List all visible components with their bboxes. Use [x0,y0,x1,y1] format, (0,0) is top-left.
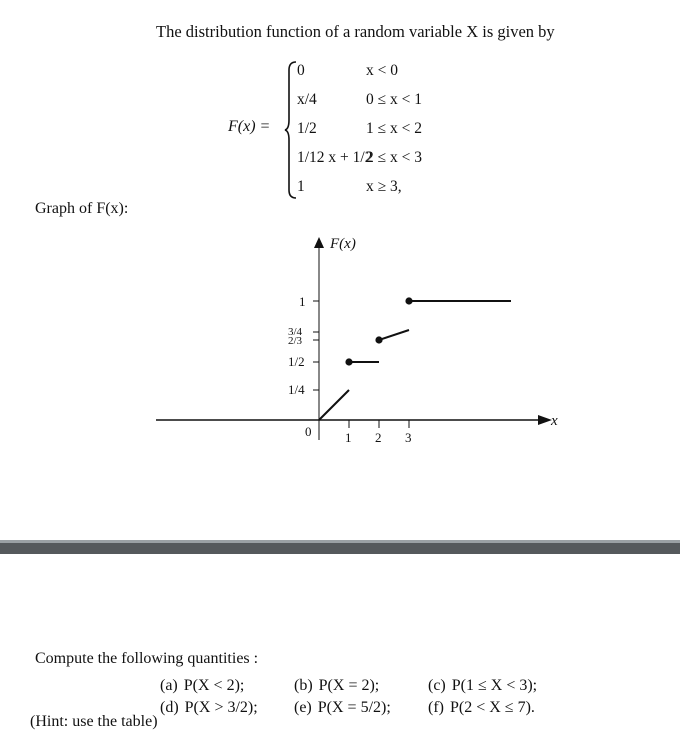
y-tick-1: 1 [299,294,306,309]
y-tick-3-4: 3/4 [288,326,303,338]
piecewise-cond-3: 2 ≤ x < 3 [366,149,422,166]
y-tick-1-4: 1/4 [288,382,305,397]
piecewise-lhs: F(x) = [228,118,271,135]
y-axis-label: F(x) [330,236,356,252]
piecewise-cond-0: x < 0 [366,62,398,79]
compute-label: Compute the following quantities : [35,650,259,667]
cdf-point-two-thirds [375,336,382,343]
x-axis-label: x [551,413,558,429]
hint-text: (Hint: use the table) [30,713,158,730]
piecewise-cond-2: 1 ≤ x < 2 [366,120,422,137]
x-tick-3: 3 [405,430,412,445]
list-item: (b) P(X = 2); [294,677,380,694]
list-item: (f) P(2 < X ≤ 7). [428,699,535,716]
piecewise-expr-0: 0 [297,62,305,79]
cdf-segment-linear [379,330,409,340]
graph-label: Graph of F(x): [35,200,129,217]
piecewise-expr-3: 1/12 x + 1/2 [297,149,373,166]
cdf-point-half [345,358,352,365]
y-axis-arrow [314,237,324,248]
left-brace [284,60,298,200]
quantity-row-1 [160,677,559,699]
quantity-row-2 [160,699,559,721]
list-item: (a) P(X < 2); [160,677,245,694]
cdf-graph [150,228,570,453]
piecewise-expr-2: 1/2 [297,120,317,137]
y-tick-1-2: 1/2 [288,354,305,369]
piecewise-cond-4: x ≥ 3, [366,178,402,195]
piecewise-expr-1: x/4 [297,91,317,108]
x-tick-2: 2 [375,430,382,445]
y-tick-2-3: 2/3 [288,335,303,347]
piecewise-cond-1: 0 ≤ x < 1 [366,91,422,108]
cdf-segment-ramp [319,390,349,420]
piecewise-expr-4: 1 [297,178,305,195]
x-tick-1: 1 [345,430,352,445]
list-item: (c) P(1 ≤ X < 3); [428,677,538,694]
list-item: (d) P(X > 3/2); [160,699,258,716]
x-axis-arrow [538,415,552,425]
intro-text: The distribution function of a random variable X is given by [156,22,555,41]
list-item: (e) P(X = 5/2); [294,699,391,716]
section-divider-highlight [0,540,680,543]
quantity-list [160,677,559,721]
cdf-point-one [405,297,412,304]
x-tick-0: 0 [305,424,312,439]
